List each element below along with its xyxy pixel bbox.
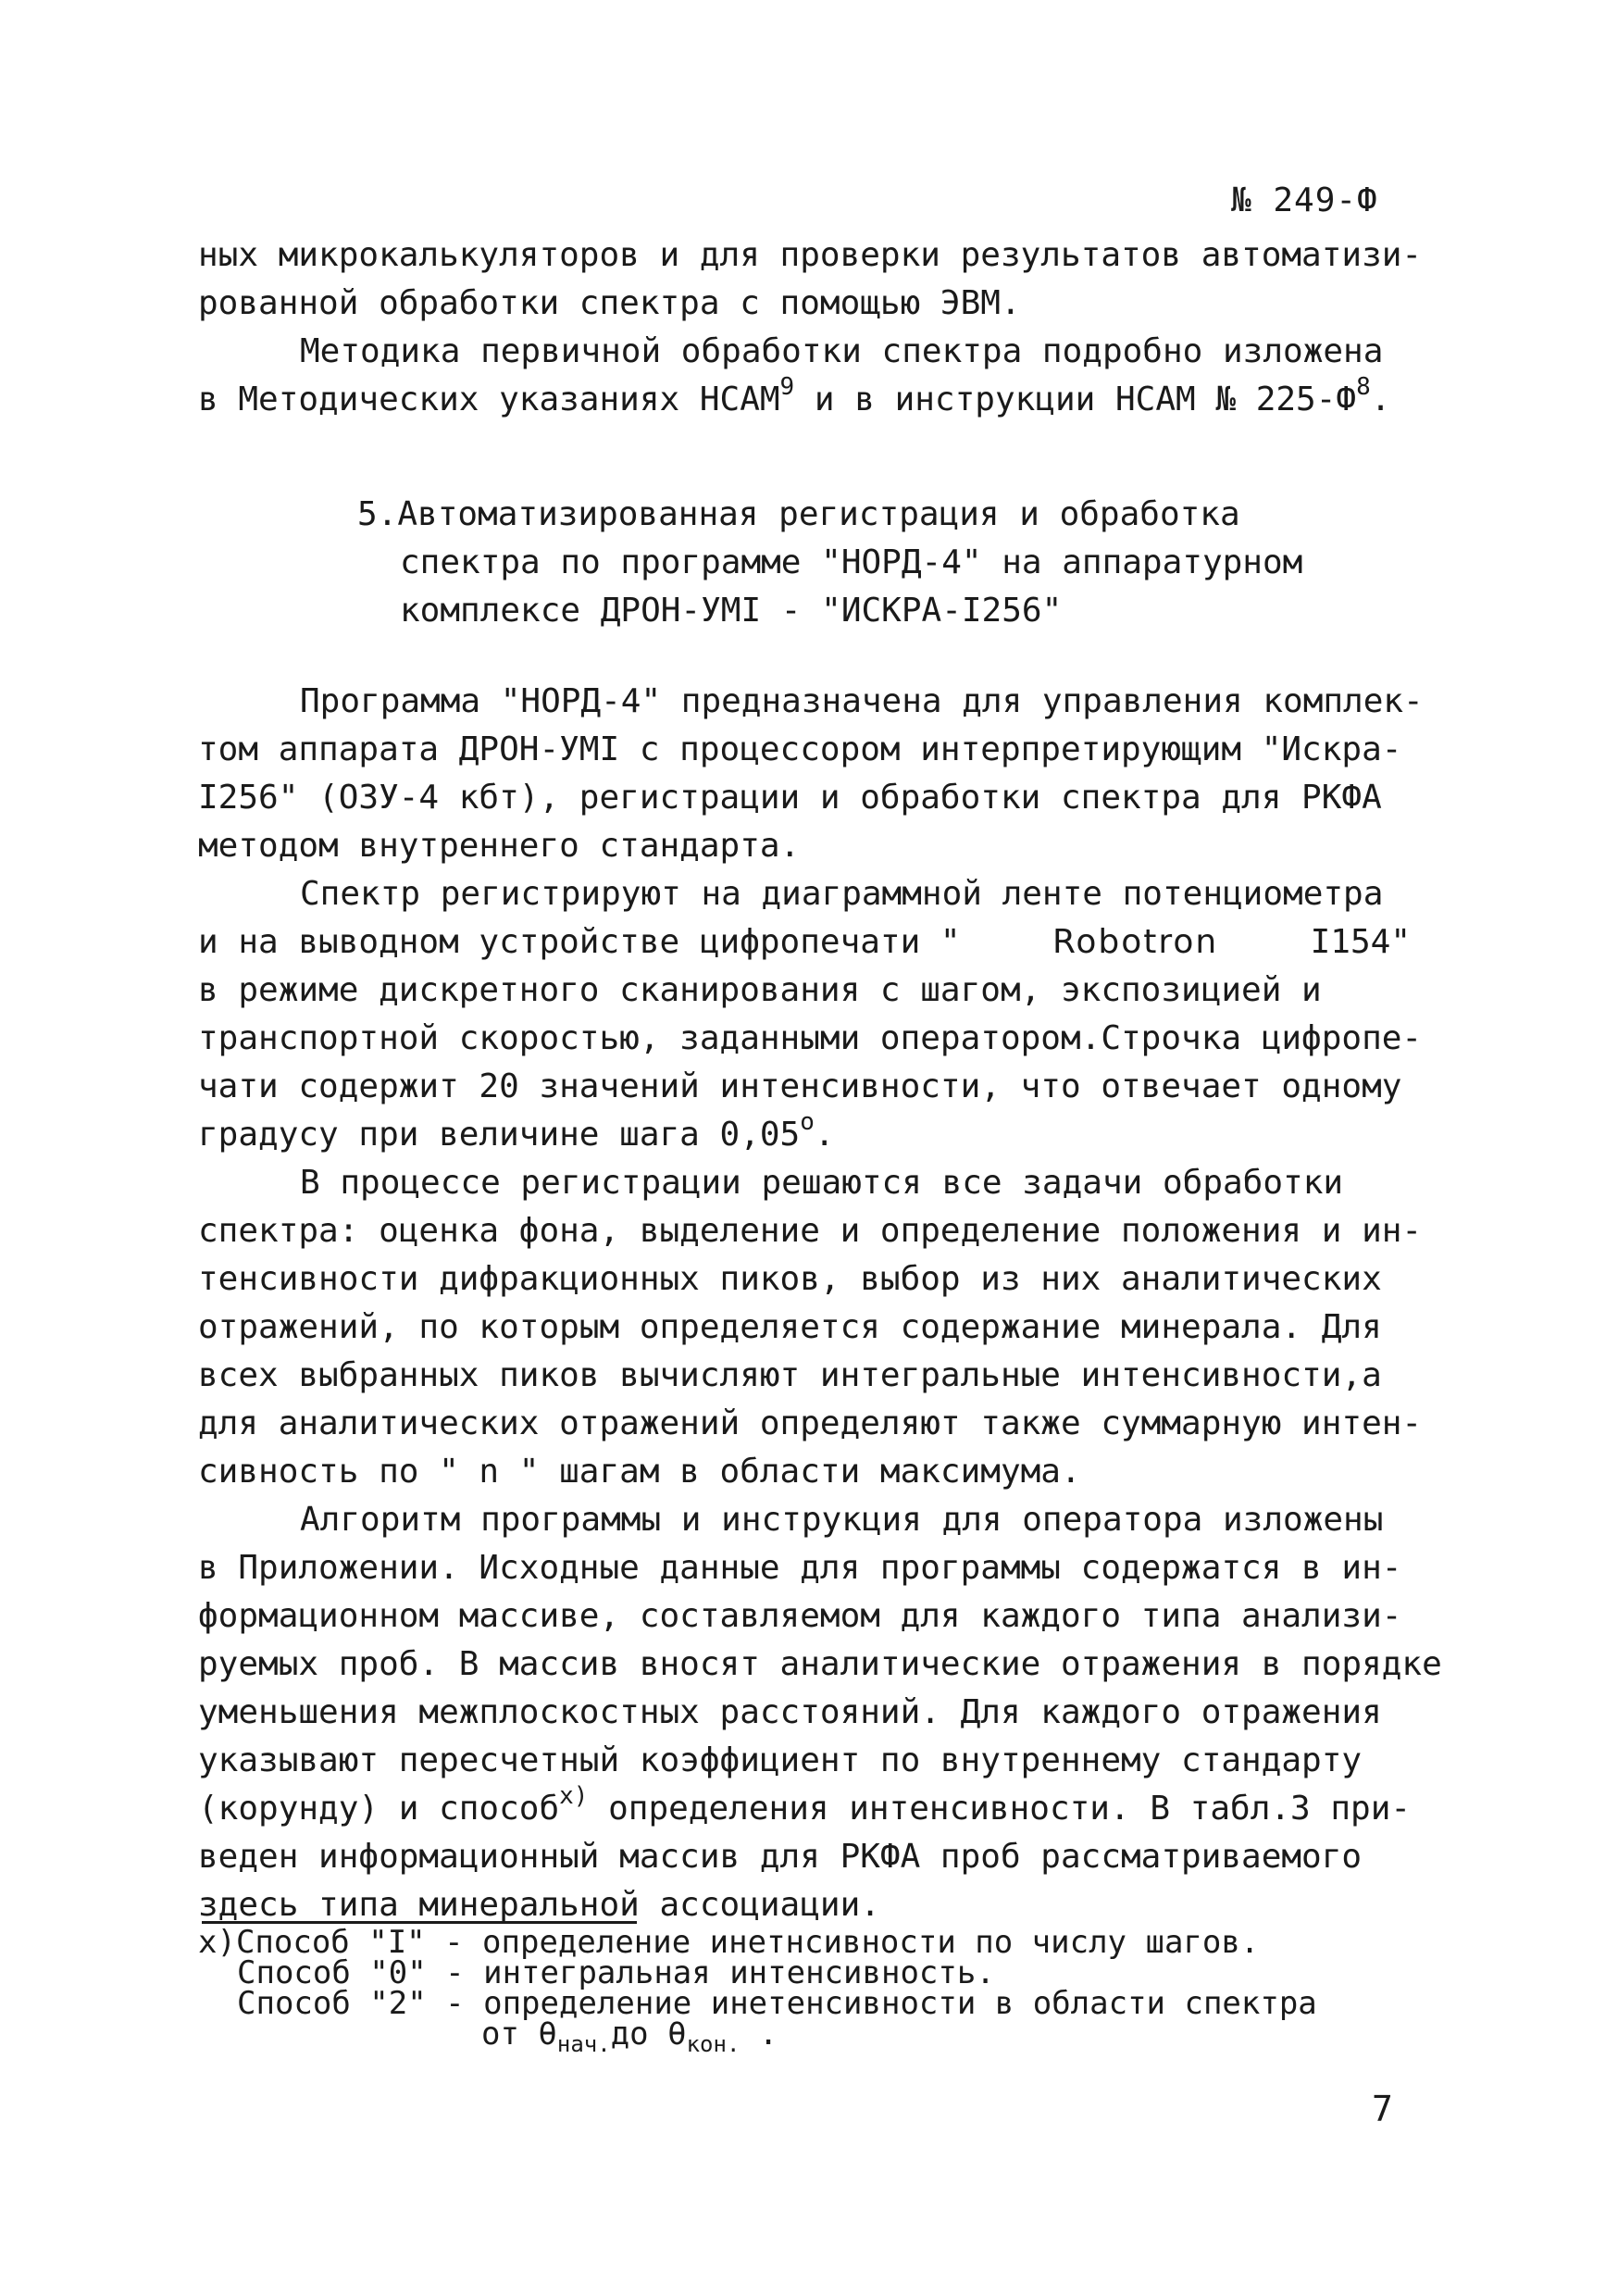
para4-line5: чати содержит 20 значений интенсивности, что отвечает одному — [198, 1067, 1402, 1105]
para4-line6: градусу при величине шага $0,05^о$. — [198, 1108, 835, 1154]
section-heading-line3: комплексе ДРОН-УМI - "ИСКРА-I256" — [400, 592, 1063, 630]
para3-line2: том аппарата ДРОН-УМI с процессором интерпретирующим "Искра- — [198, 730, 1402, 768]
robotron-label: Robotron — [1052, 923, 1219, 961]
para4-line1: Спектр регистрируют на диаграммной ленте потенциометра — [300, 875, 1384, 913]
para6-line7: (корунду) и способ$^{х)}$ определения интенсивности. В табл.3 при- — [198, 1782, 1412, 1828]
para5-line3: тенсивности дифракционных пиков, выбор из них аналитических — [198, 1260, 1382, 1298]
footnote-marker: х) — [559, 1782, 589, 1810]
para6-line6: указывают пересчетный коэффициент по внутреннему стандарту — [198, 1741, 1363, 1779]
para5-line4: отражений, по которым определяется содержание минерала. Для — [198, 1308, 1382, 1346]
para3-line1: Программа "НОРД-4" предназначена для управления комплек- — [300, 682, 1424, 720]
document-number: № 249-Ф — [1231, 181, 1378, 219]
para6-line4: руемых проб. В массив вносят аналитические отражения в порядке — [198, 1645, 1442, 1683]
para4-line3: в режиме дискретного сканирования с шагом, экспозицией и — [198, 971, 1322, 1009]
page-number: 7 — [1372, 2089, 1393, 2129]
para2-line1: Методика первичной обработки спектра подробно изложена — [300, 332, 1384, 370]
para6-line9: здесь типа минеральной ассоциации. — [198, 1886, 880, 1924]
para6-line8: веден информационный массив для РКФА проб рассматриваемого — [198, 1838, 1363, 1876]
para1-line2: рованной обработки спектра с помощью ЭВМ. — [198, 284, 1021, 322]
degree-sign: о — [800, 1108, 815, 1136]
ref-9: 9 — [779, 373, 795, 401]
para5-line2: спектра: оценка фона, выделение и определение положения и ин- — [198, 1212, 1423, 1250]
footnote-line4: от $\theta_{нач.}до$ $\theta_{кон.}$ . — [481, 2015, 778, 2057]
footnote-line2: Способ "0" - интегральная интенсивность. — [237, 1954, 995, 1991]
para1-line1: ных микрокалькуляторов и для проверки результатов автоматизи- — [198, 236, 1423, 274]
para4-line4: транспортной скоростью, заданными оператором.Строчка цифропе- — [198, 1019, 1423, 1057]
footnote-line3: Способ "2" - определение инетенсивности в области спектра — [237, 1985, 1317, 2022]
para3-line3: I256" (ОЗУ-4 кбт), регистрации и обработки спектра для РКФА — [198, 779, 1382, 817]
para6-line1: Алгоритм программы и инструкция для оператора изложены — [300, 1501, 1384, 1539]
footnote-block — [198, 1924, 1411, 2057]
para5-line5: всех выбранных пиков вычисляют интегральные интенсивности,а — [198, 1356, 1382, 1394]
body-text — [198, 231, 1442, 1929]
para4-line2: и на выводном устройстве цифропечати " Robotron I154" — [198, 918, 1411, 967]
para5-line1: В процессе регистрации решаются все задачи обработки — [300, 1164, 1344, 1202]
footnote-line1: х)Способ "I" - определение инетнсивности по числу шагов. — [198, 1924, 1260, 1961]
section-heading-line1: 5.Автоматизированная регистрация и обработка — [357, 495, 1240, 533]
para5-line7: сивность по " n " шагам в области максимума. — [198, 1453, 1081, 1491]
para5-line6: для аналитических отражений определяют также суммарную интен- — [198, 1404, 1423, 1442]
para2-line2: в Методических указаниях НСАМ$^9$ и в инструкции НСАМ № $225-Ф^8$. — [198, 373, 1391, 418]
para6-line5: уменьшения межплоскостных расстояний. Для каждого отражения — [198, 1693, 1382, 1731]
ref-8: 8 — [1356, 373, 1371, 401]
para3-line4: методом внутреннего стандарта. — [198, 827, 801, 865]
section-heading-line2: спектра по программе "НОРД-4" на аппаратурном — [400, 543, 1303, 581]
para6-line2: в Приложении. Исходные данные для программы содержатся в ин- — [198, 1549, 1402, 1587]
para6-line3: формационном массиве, составляемом для каждого типа анализи- — [198, 1597, 1402, 1635]
